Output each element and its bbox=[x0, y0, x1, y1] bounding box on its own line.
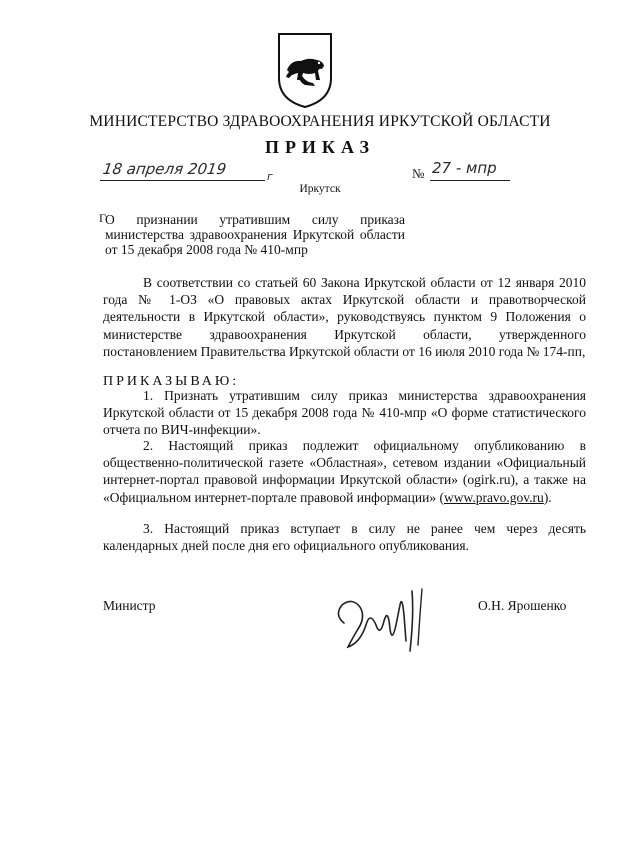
order-item-2-text: 2. Настоящий приказ подлежит официальному опубликованию в общественно-политической газете «Областная», сетевом издании «Официальный интернет-портал правовой информации Иркутской области» (ogirk.ru), а также на «Официальном интернет-портале правовой информации» ( bbox=[103, 438, 586, 505]
preamble-paragraph: В соответствии со статьей 60 Закона Иркутской области от 12 января 2010 года № 1-ОЗ «О правовых актах Иркутской области и правотворческой деятельности в Иркутской области», руководствуясь пунктом 9 Положения о министерстве здравоохранения Иркутской области, утвержденного постановлением Правительства Иркутской области от 16 июля 2010 года № 174-пп, bbox=[103, 275, 586, 359]
order-item-1: 1. Признать утратившим силу приказ министерства здравоохранения Иркутской области от 15 декабря 2008 года № 410-мпр «О форме статистического отчета по ВИЧ-инфекции». bbox=[103, 388, 586, 438]
order-word: ПРИКАЗЫВАЮ: bbox=[103, 374, 240, 389]
number-label: № bbox=[412, 166, 425, 181]
subject-heading: О признании утратившим силу приказа министерства здравоохранения Иркутской области от 15 декабря 2008 года № 410-мпр bbox=[105, 212, 405, 257]
city: Иркутск bbox=[299, 183, 341, 195]
order-item-2-tail: ). bbox=[543, 489, 552, 505]
handwritten-date: 18 апреля 2019 bbox=[101, 160, 228, 178]
order-item-3: 3. Настоящий приказ вступает в силу не ранее чем через десять календарных дней после дня его официального опубликования. bbox=[103, 521, 586, 554]
date-suffix: г bbox=[267, 170, 273, 183]
signer-position: Министр bbox=[103, 598, 156, 613]
handwritten-number: 27 - мпр bbox=[432, 159, 497, 177]
ministry-title: МИНИСТЕРСТВО ЗДРАВООХРАНЕНИЯ ИРКУТСКОЙ ОБЛАСТИ bbox=[89, 113, 551, 130]
pravo-link[interactable]: www.pravo.gov.ru bbox=[443, 489, 544, 505]
order-item-2 bbox=[103, 437, 586, 506]
date-underline bbox=[100, 180, 265, 181]
signer-name: О.Н. Ярошенко bbox=[478, 598, 567, 613]
coat-of-arms-icon bbox=[275, 30, 335, 110]
number-underline bbox=[430, 180, 510, 181]
document-type-title: ПРИКАЗ bbox=[264, 137, 376, 157]
subject-corner-mark: Г bbox=[99, 211, 106, 225]
handwritten-signature-icon bbox=[330, 585, 440, 660]
